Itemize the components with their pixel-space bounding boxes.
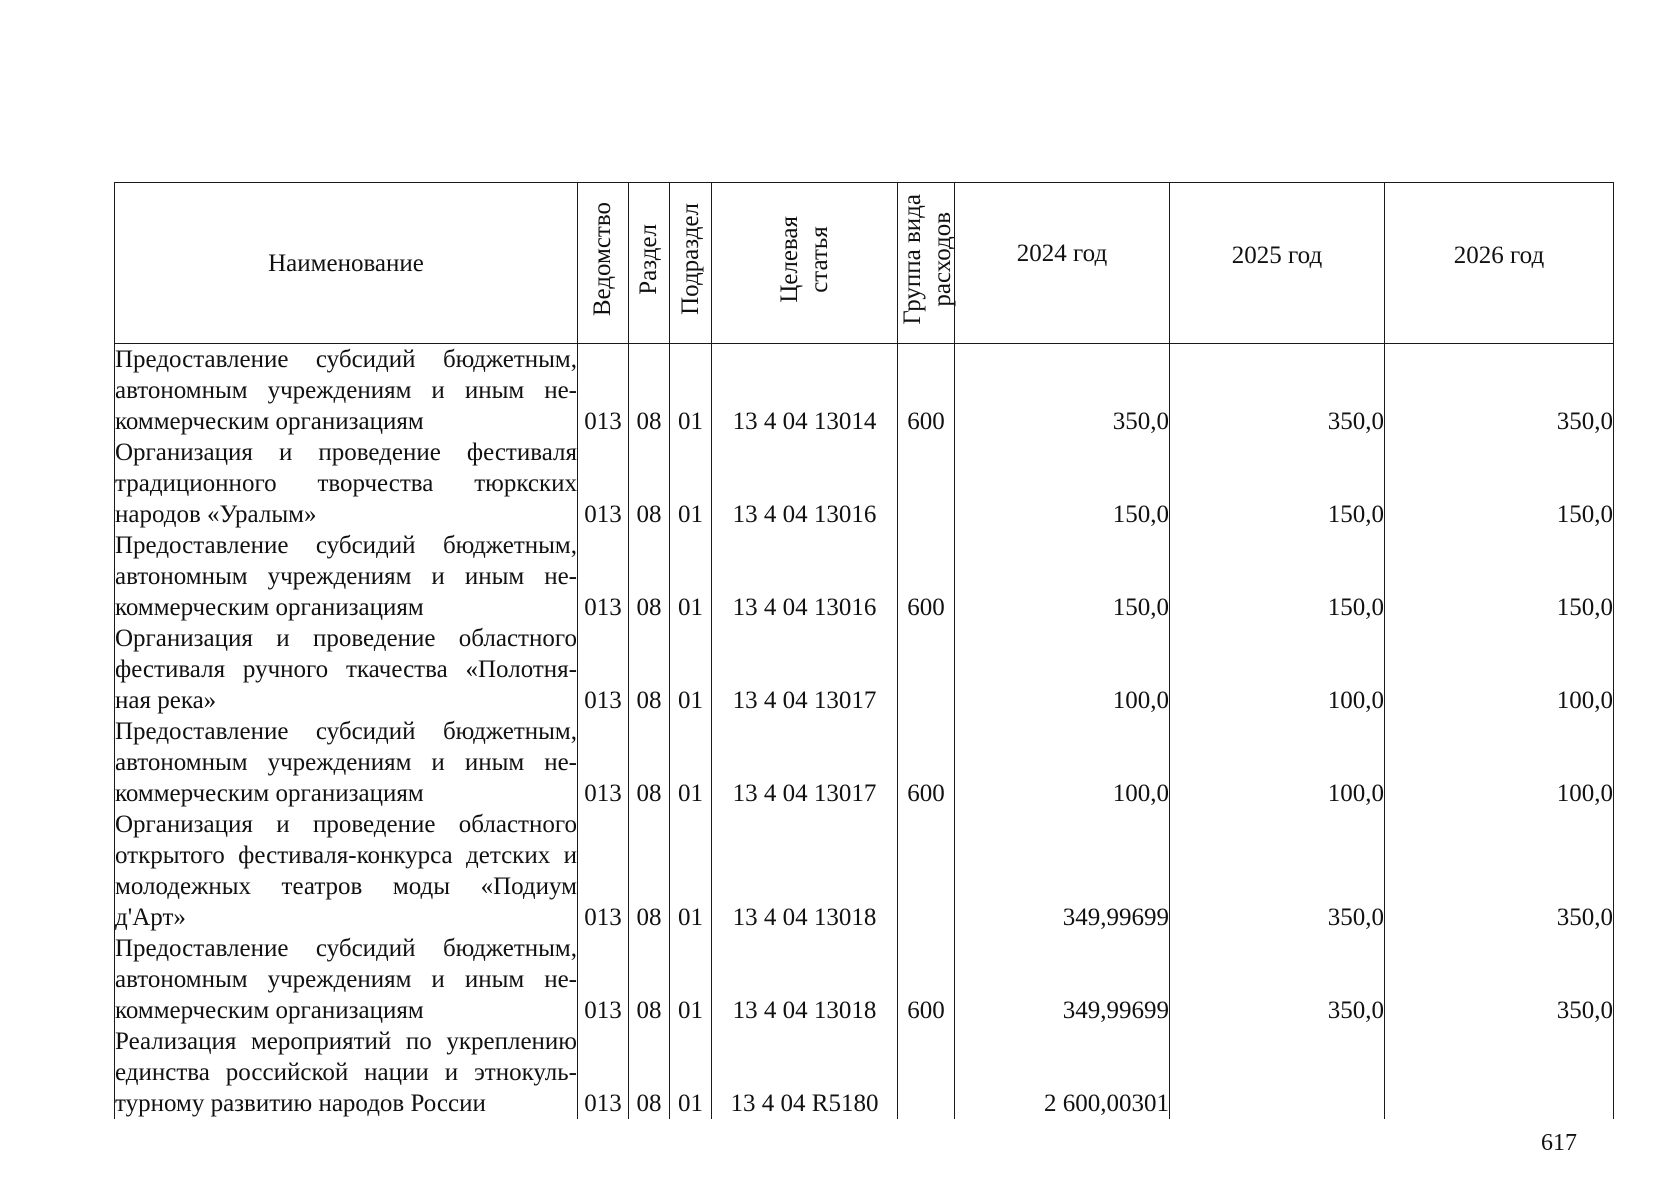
row-subsection: 01 xyxy=(670,809,712,933)
row-expense-group: 600 xyxy=(898,344,955,438)
row-amount-2024: 350,0 xyxy=(955,344,1170,438)
row-target-article: 13 4 04 13017 xyxy=(712,716,898,809)
header-year-2026 xyxy=(1385,183,1614,344)
table-row xyxy=(115,1026,1614,1119)
row-amount-2025: 350,0 xyxy=(1170,933,1385,1026)
row-amount-2024: 349,99699 xyxy=(955,933,1170,1026)
row-amount-2024: 150,0 xyxy=(955,530,1170,623)
row-amount-2024: 2 600,00301 xyxy=(955,1026,1170,1119)
table-row xyxy=(115,933,1614,1026)
row-name: Предоставление субсидий бюджетным, автономным учреждениям и иным не-коммерческим организациям xyxy=(115,718,577,807)
row-department: 013 xyxy=(578,623,629,716)
row-expense-group xyxy=(898,623,955,716)
row-amount-2025: 350,0 xyxy=(1170,344,1385,438)
row-department: 013 xyxy=(578,530,629,623)
header-target-article-label xyxy=(775,216,835,303)
row-target-article: 13 4 04 13018 xyxy=(712,809,898,933)
row-target-article: 13 4 04 13016 xyxy=(712,437,898,530)
row-subsection: 01 xyxy=(670,716,712,809)
row-amount-2026: 350,0 xyxy=(1385,933,1614,1026)
header-target-article xyxy=(712,183,898,344)
row-department: 013 xyxy=(578,716,629,809)
row-name: Предоставление субсидий бюджетным, автономным учреждениям и иным не-коммерческим организациям xyxy=(115,935,577,1024)
header-expense-group-label xyxy=(898,194,958,325)
table-row xyxy=(115,623,1614,716)
header-year-2025 xyxy=(1170,183,1385,344)
header-target-line1: Целевая xyxy=(775,215,803,303)
header-expense-group xyxy=(898,183,955,344)
row-expense-group xyxy=(898,809,955,933)
row-expense-group xyxy=(898,1026,955,1119)
row-section: 08 xyxy=(629,716,670,809)
row-amount-2025: 100,0 xyxy=(1170,716,1385,809)
row-name: Организация и проведение областного открытого фестиваля-конкурса детских и молодежных театров моды «Подиум д'Арт» xyxy=(115,811,577,931)
row-name: Предоставление субсидий бюджетным, автономным учреждениям и иным не-коммерческим организациям xyxy=(115,532,577,621)
header-target-line2: статья xyxy=(805,225,833,293)
page-number: 617 xyxy=(1541,1130,1577,1156)
header-section-label: Раздел xyxy=(635,223,662,295)
budget-table xyxy=(114,182,1614,1119)
row-amount-2025: 100,0 xyxy=(1170,623,1385,716)
header-expense-line2: расходов xyxy=(929,211,956,307)
row-amount-2026: 100,0 xyxy=(1385,716,1614,809)
row-section: 08 xyxy=(629,530,670,623)
header-year-2024-label: 2024 год xyxy=(1016,239,1108,267)
header-subsection xyxy=(670,183,712,344)
row-amount-2025 xyxy=(1170,1026,1385,1119)
header-department xyxy=(578,183,629,344)
row-department: 013 xyxy=(578,344,629,438)
header-name-label: Наименование xyxy=(268,249,424,277)
header-department-label: Ведомство xyxy=(589,201,616,317)
row-amount-2026: 150,0 xyxy=(1385,437,1614,530)
row-name: Организация и проведение областного фестиваля ручного ткачества «Полотня-ная река» xyxy=(115,625,577,714)
row-subsection: 01 xyxy=(670,623,712,716)
row-expense-group xyxy=(898,437,955,530)
row-amount-2025: 350,0 xyxy=(1170,809,1385,933)
row-target-article: 13 4 04 13017 xyxy=(712,623,898,716)
table-row xyxy=(115,437,1614,530)
row-expense-group: 600 xyxy=(898,933,955,1026)
row-amount-2024: 349,99699 xyxy=(955,809,1170,933)
row-section: 08 xyxy=(629,623,670,716)
row-subsection: 01 xyxy=(670,437,712,530)
row-section: 08 xyxy=(629,344,670,438)
row-target-article: 13 4 04 13016 xyxy=(712,530,898,623)
row-target-article: 13 4 04 13018 xyxy=(712,933,898,1026)
row-subsection: 01 xyxy=(670,1026,712,1119)
row-name: Организация и проведение фестиваля традиционного творчества тюркских народов «Уралым» xyxy=(115,439,577,528)
table-row xyxy=(115,716,1614,809)
row-subsection: 01 xyxy=(670,530,712,623)
row-department: 013 xyxy=(578,933,629,1026)
row-amount-2026 xyxy=(1385,1026,1614,1119)
header-year-2024 xyxy=(955,183,1170,344)
row-amount-2026: 100,0 xyxy=(1385,623,1614,716)
row-amount-2024: 100,0 xyxy=(955,716,1170,809)
row-amount-2026: 350,0 xyxy=(1385,809,1614,933)
row-target-article: 13 4 04 R5180 xyxy=(712,1026,898,1119)
row-name: Реализация мероприятий по укреплению единства российской нации и этнокуль-турному развитию народов России xyxy=(115,1028,577,1117)
row-amount-2024: 150,0 xyxy=(955,437,1170,530)
header-section xyxy=(629,183,670,344)
header-subsection-label: Подраздел xyxy=(676,203,704,315)
table-row xyxy=(115,809,1614,933)
row-expense-group: 600 xyxy=(898,716,955,809)
row-section: 08 xyxy=(629,1026,670,1119)
row-subsection: 01 xyxy=(670,933,712,1026)
row-amount-2026: 350,0 xyxy=(1385,344,1614,438)
table-header-row xyxy=(115,183,1614,344)
row-department: 013 xyxy=(578,1026,629,1119)
table-row xyxy=(115,530,1614,623)
row-section: 08 xyxy=(629,437,670,530)
row-name: Предоставление субсидий бюджетным, автономным учреждениям и иным не-коммерческим организациям xyxy=(115,344,578,438)
table-row xyxy=(115,344,1614,438)
header-name xyxy=(115,183,578,344)
table-body xyxy=(115,344,1614,1120)
row-section: 08 xyxy=(629,933,670,1026)
row-target-article: 13 4 04 13014 xyxy=(712,344,898,438)
header-year-2025-label: 2025 год xyxy=(1231,241,1323,269)
row-amount-2024: 100,0 xyxy=(955,623,1170,716)
row-amount-2025: 150,0 xyxy=(1170,530,1385,623)
row-amount-2025: 150,0 xyxy=(1170,437,1385,530)
row-department: 013 xyxy=(578,437,629,530)
header-expense-line1: Группа вида xyxy=(899,193,926,325)
row-expense-group: 600 xyxy=(898,530,955,623)
row-section: 08 xyxy=(629,809,670,933)
row-subsection: 01 xyxy=(670,344,712,438)
row-amount-2026: 150,0 xyxy=(1385,530,1614,623)
row-department: 013 xyxy=(578,809,629,933)
header-year-2026-label: 2026 год xyxy=(1453,241,1545,269)
